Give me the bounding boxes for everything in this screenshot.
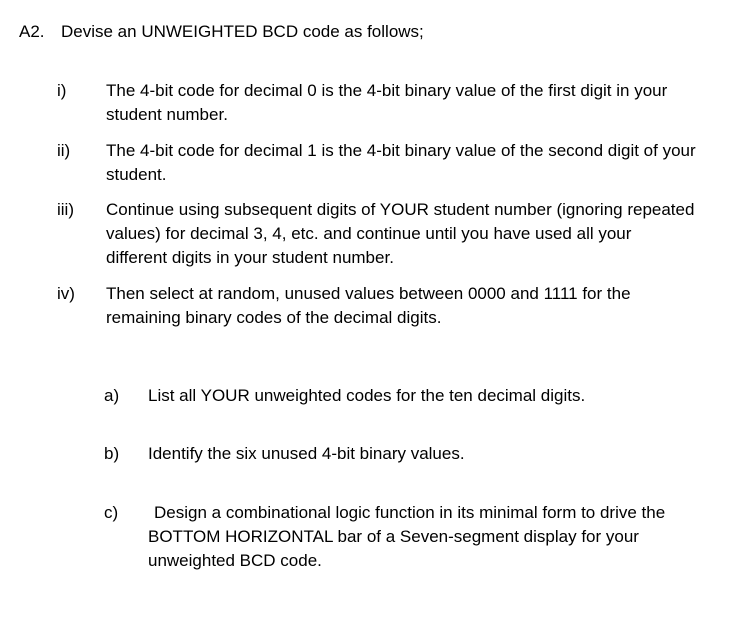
task-text: List all YOUR unweighted codes for the ten decimal digits.: [148, 386, 586, 405]
step-item-iii: [57, 198, 697, 270]
task-label: c): [104, 503, 119, 522]
step-item-iv: [57, 282, 697, 330]
step-label: ii): [57, 141, 71, 160]
step-label: iii): [57, 200, 74, 219]
task-text: Identify the six unused 4-bit binary values.: [148, 444, 465, 463]
step-text: The 4-bit code for decimal 1 is the 4-bit binary value of the second digit of your student.: [106, 141, 696, 184]
question-header: [19, 20, 424, 44]
step-label: i): [57, 81, 67, 100]
step-item-ii: [57, 139, 697, 187]
task-label: b): [104, 444, 120, 463]
step-label: iv): [57, 284, 75, 303]
task-item-a: [104, 384, 704, 408]
question-title: Devise an UNWEIGHTED BCD code as follows;: [61, 22, 424, 41]
step-text: Then select at random, unused values between 0000 and 1111 for the remaining binary codes of the decimal digits.: [106, 284, 631, 327]
step-item-i: [57, 79, 697, 127]
task-label: a): [104, 386, 120, 405]
task-item-b: [104, 442, 704, 466]
step-text: The 4-bit code for decimal 0 is the 4-bit binary value of the first digit in your student number.: [106, 81, 668, 124]
question-number: A2.: [19, 22, 45, 41]
task-item-c: [104, 501, 704, 573]
task-text: Design a combinational logic function in its minimal form to drive the BOTTOM HORIZONTAL bar of a Seven-segment display for your unweighted BCD code.: [148, 503, 666, 570]
step-text: Continue using subsequent digits of YOUR student number (ignoring repeated values) for decimal 3, 4, etc. and continue until you have used all your different digits in your student number.: [106, 200, 695, 267]
